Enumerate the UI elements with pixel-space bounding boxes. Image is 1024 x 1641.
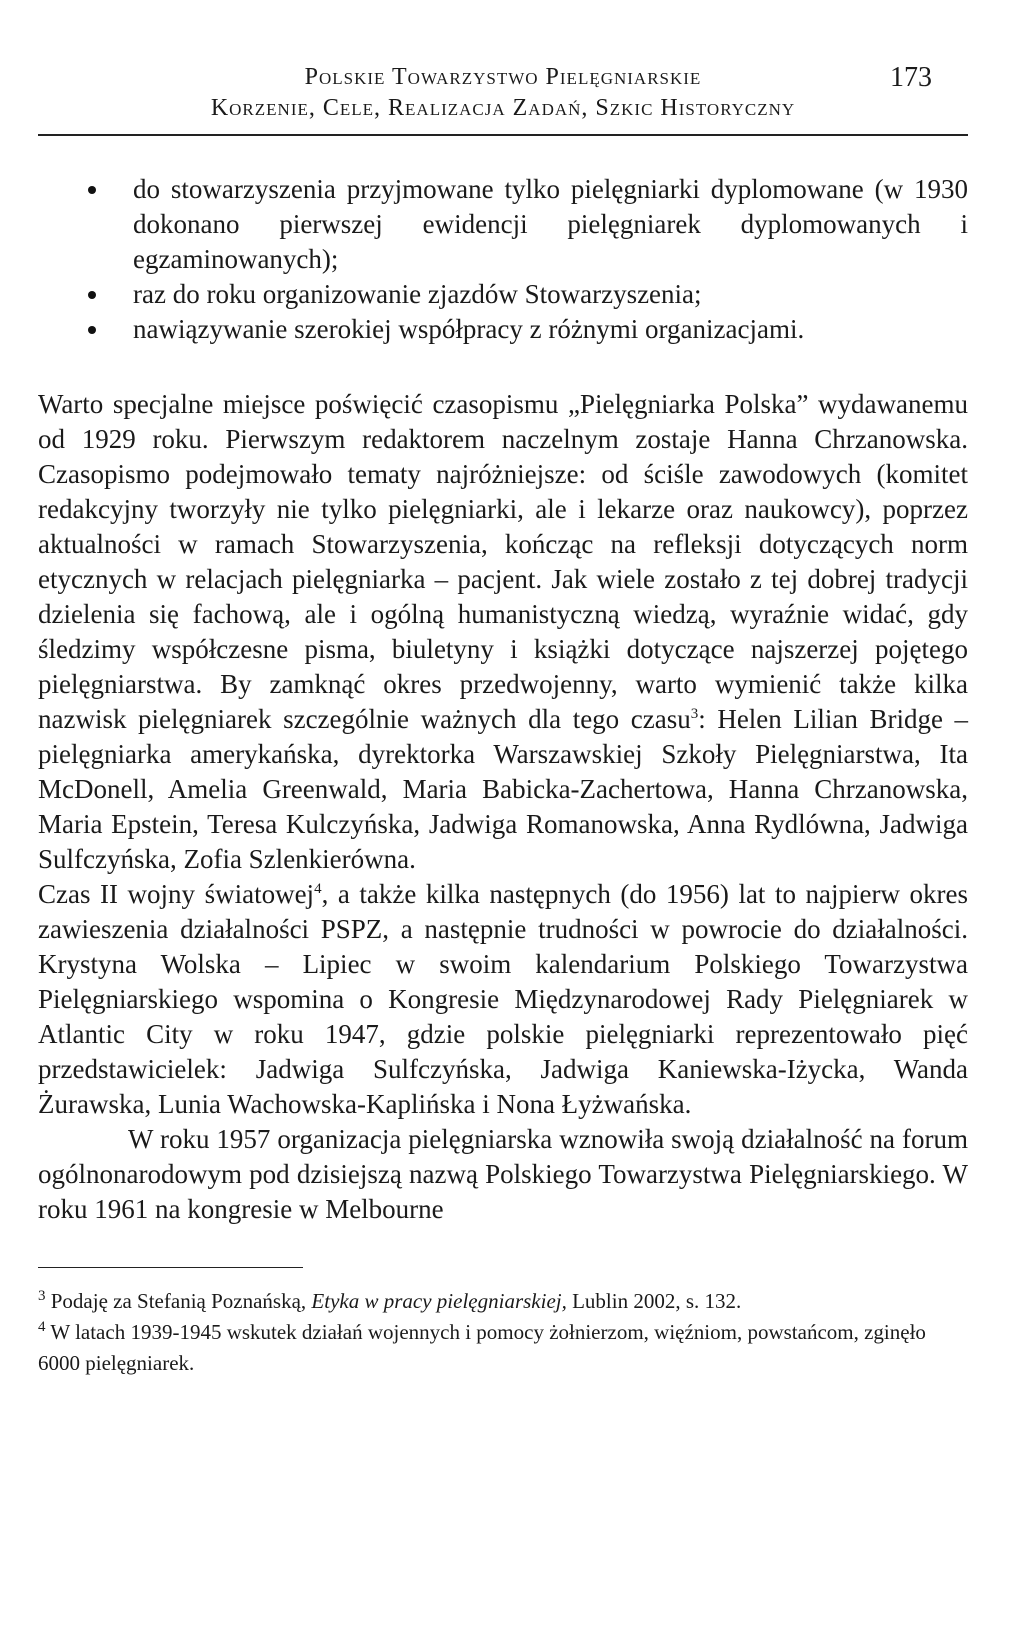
- list-item-text: do stowarzyszenia przyjmowane tylko pielęgniarki dyplomowane (w 1930 dokonano pierwszej ewidencji pielęgniarek dyplomowanych i egzaminowanych);: [133, 174, 968, 274]
- header-rule: [38, 134, 968, 136]
- footnote-text: Podaję za Stefanią Poznańską,: [50, 1289, 312, 1313]
- paragraph-text: Czas II wojny światowej: [38, 879, 315, 909]
- bullet-icon: [88, 326, 96, 334]
- footnote-title: Etyka w pracy pielęgniarskiej,: [311, 1289, 567, 1313]
- running-header: [38, 62, 968, 124]
- footnote-text: W latach 1939-1945 wskutek działań wojennych i pomocy żołnierzom, więźniom, powstańcom, zginęło 6000 pielęgniarek.: [38, 1320, 926, 1375]
- footnote-number: 3: [38, 1288, 46, 1304]
- list-item: [38, 277, 968, 312]
- paragraph: [38, 877, 968, 1122]
- paragraph-text: , a także kilka następnych (do 1956) lat to najpierw okres zawieszenia działalności PSPZ, a następnie trudności w powrocie do działalności. Krystyna Wolska – Lipiec w swoim kalendarium Polskiego Towarzystwa Pielęgniarskiego wspomina o Kongresie Międzynarodowej Rady Pielęgniarek w Atlantic City w roku 1947, gdzie polskie pielęgniarki reprezentowało pięć przedstawicielek: Jadwiga Sulfczyńska, Jadwiga Kaniewska-Iżycka, Wanda Żurawska, Lunia Wachowska-Kaplińska i Nona Łyżwańska.: [38, 879, 968, 1119]
- bullet-icon: [88, 291, 96, 299]
- paragraph: W roku 1957 organizacja pielęgniarska wznowiła swoją działalność na forum ogólnonarodowym pod dzisiejszą nazwą Polskiego Towarzystwa Pielęgniarskiego. W roku 1961 na kongresie w Melbourne: [38, 1124, 968, 1224]
- bullet-list: [38, 172, 968, 347]
- footnote-ref[interactable]: 3: [690, 706, 699, 722]
- footnote-text: Lublin 2002, s. 132.: [566, 1289, 742, 1313]
- header-subtitle: Korzenie, Cele, Realizacja Zadań, Szkic Historyczny: [210, 95, 796, 121]
- paragraph-text: Warto specjalne miejsce poświęcić czasopismu „Pielęgniarka Polska” wydawanemu od 1929 roku. Pierwszym redaktorem naczelnym zostaje Hanna Chrzanowska. Czasopismo podejmowało tematy najróżniejsze: od ściśle zawodowych (komitet redakcyjny tworzyły nie tylko pielęgniarki, ale i lekarze oraz naukowcy), poprzez aktualności w ramach Stowarzyszenia, kończąc na refleksji dotyczących norm etycznych w relacjach pielęgniarka – pacjent. Jak wiele zostało z tej dobrej tradycji dzielenia się fachową, ale i ogólną humanistyczną wiedzą, wyraźnie widać, gdy śledzimy współczesne pisma, biuletyny i książki dotyczące najszerzej pojętego pielęgniarstwa. By zamknąć okres przedwojenny, warto wymienić także kilka nazwisk pielęgniarek szczególnie ważnych dla tego czasu: [38, 389, 968, 734]
- footnote-ref[interactable]: 4: [314, 881, 322, 897]
- page-number: 173: [890, 62, 932, 93]
- footnotes: [38, 1286, 968, 1379]
- list-item-text: nawiązywanie szerokiej współpracy z różnymi organizacjami.: [133, 314, 805, 344]
- list-item: [38, 172, 968, 277]
- footnote: [38, 1286, 968, 1317]
- bullet-icon: [88, 186, 96, 194]
- list-item: [38, 312, 968, 347]
- paragraph-text: : Helen Lilian Bridge – pielęgniarka amerykańska, dyrektorka Warszawskiej Szkoły Pielęgniarstwa, Ita McDonell, Amelia Greenwald, Maria Babicka-Zachertowa, Hanna Chrzanowska, Maria Epstein, Teresa Kulczyńska, Jadwiga Romanowska, Anna Rydlówna, Jadwiga Sulfczyńska, Zofia Szlenkierówna.: [38, 704, 969, 874]
- paragraph: [38, 387, 968, 877]
- list-item-text: raz do roku organizowanie zjazdów Stowarzyszenia;: [133, 279, 702, 309]
- footnote-number: 4: [38, 1319, 46, 1335]
- page: [38, 62, 968, 1379]
- footnote: [38, 1317, 968, 1379]
- header-title: Polskie Towarzystwo Pielęgniarskie: [304, 64, 702, 90]
- footnote-rule: [38, 1267, 303, 1268]
